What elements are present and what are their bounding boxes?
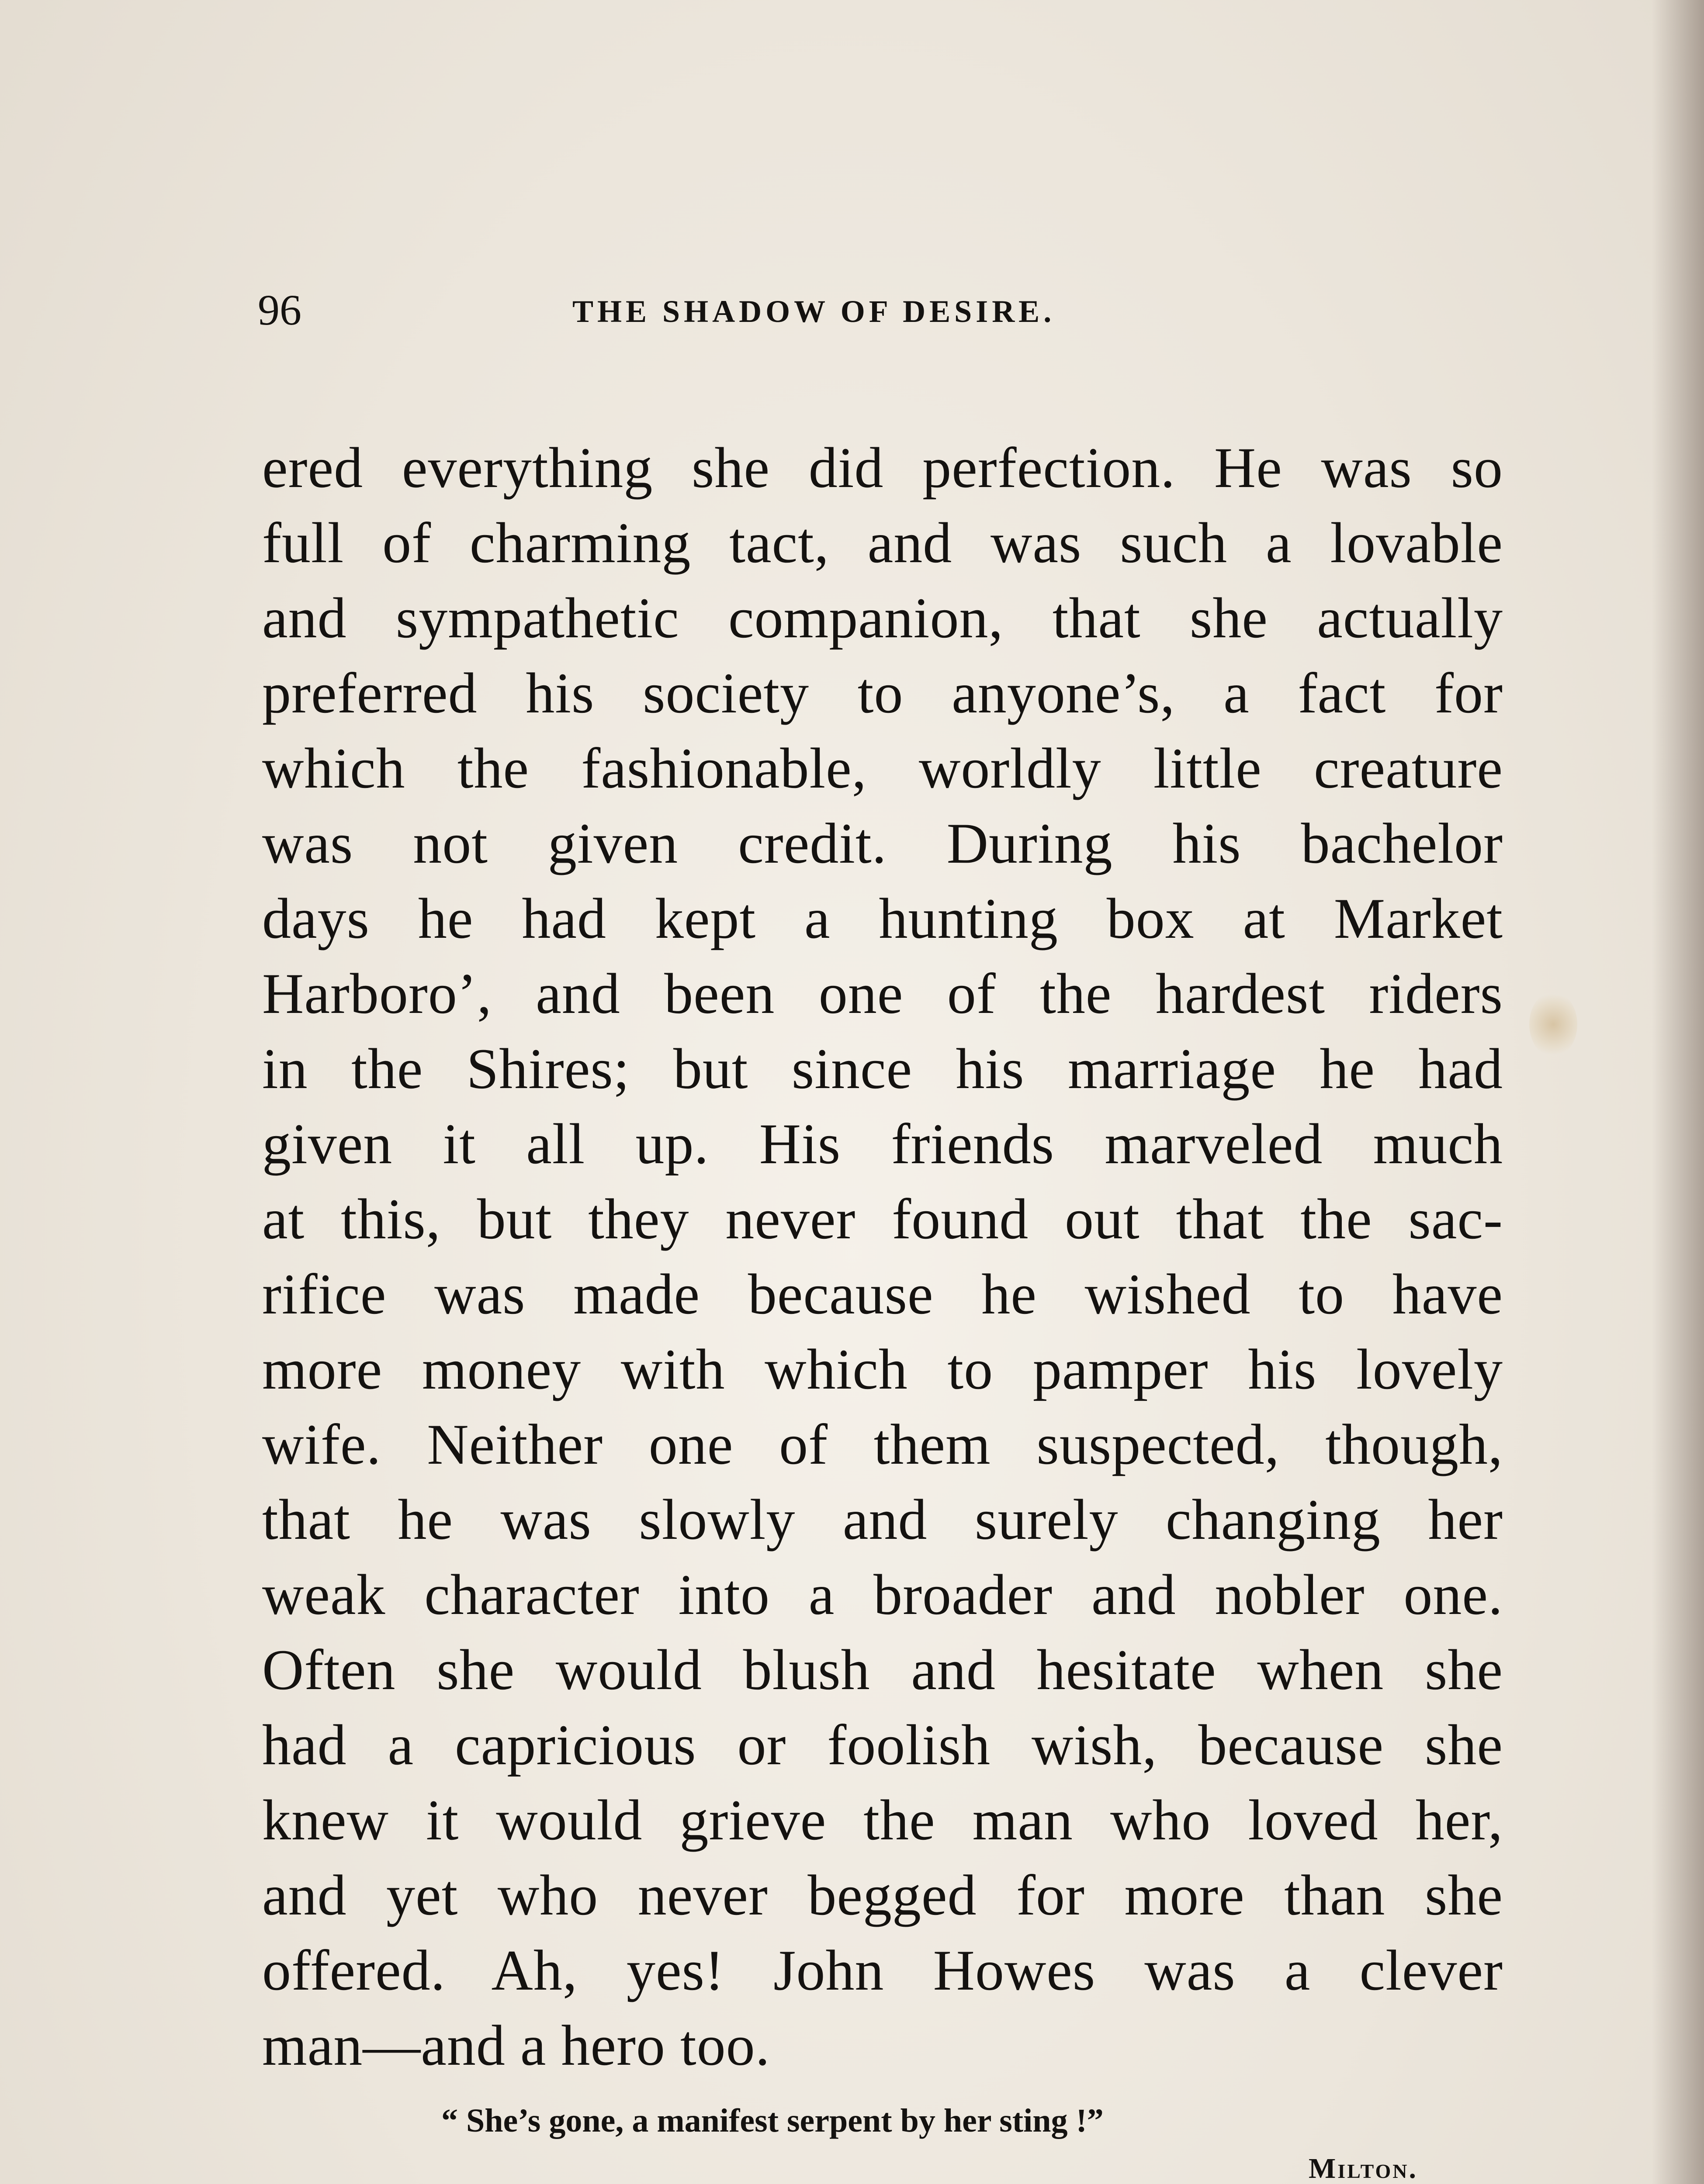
text-line: rifice was made because he wished to have — [262, 1262, 1503, 1326]
text-line: days he had kept a hunting box at Market — [262, 886, 1503, 950]
running-title: THE SHADOW OF DESIRE. — [572, 294, 1056, 329]
text-line: Often she would blush and hesitate when she — [262, 1638, 1503, 1702]
text-line: was not given credit. During his bachelor — [262, 811, 1503, 875]
text-line: and sympathetic companion, that she actually — [262, 586, 1503, 650]
text-line: ered everything she did perfection. He was so — [262, 435, 1503, 500]
page-edge-shadow — [1652, 0, 1704, 2184]
page-number: 96 — [258, 286, 301, 334]
text-line: offered. Ah, yes! John Howes was a clever — [262, 1938, 1503, 2002]
text-line: knew it would grieve the man who loved her, — [262, 1788, 1503, 1852]
text-line: in the Shires; but since his marriage he had — [262, 1037, 1503, 1101]
text-line: given it all up. His friends marveled much — [262, 1112, 1503, 1176]
text-line: more money with which to pamper his lovely — [262, 1337, 1503, 1401]
text-line: preferred his society to anyone’s, a fact for — [262, 661, 1503, 725]
page-header — [258, 284, 1188, 336]
text-line: which the fashionable, worldly little creature — [262, 736, 1503, 800]
text-line: wife. Neither one of them suspected, though, — [262, 1412, 1503, 1476]
text-line: at this, but they never found out that the sac- — [262, 1187, 1503, 1251]
text-line: weak character into a broader and nobler one. — [262, 1562, 1503, 1627]
text-line: full of charming tact, and was such a lovable — [262, 511, 1503, 575]
text-line: that he was slowly and surely changing her — [262, 1487, 1503, 1552]
text-line: had a capricious or foolish wish, because she — [262, 1713, 1503, 1777]
paper-stain — [1529, 992, 1577, 1057]
body-text — [262, 430, 1503, 2083]
text-line-last: man—and a hero too. — [262, 2013, 770, 2077]
epigraph-attribution: Milton. — [1309, 2153, 1418, 2184]
text-line: Harboro’, and been one of the hardest riders — [262, 961, 1503, 1026]
text-line: and yet who never begged for more than she — [262, 1863, 1503, 1927]
epigraph-quote: “ She’s gone, a manifest serpent by her sting !” — [441, 2102, 1104, 2139]
